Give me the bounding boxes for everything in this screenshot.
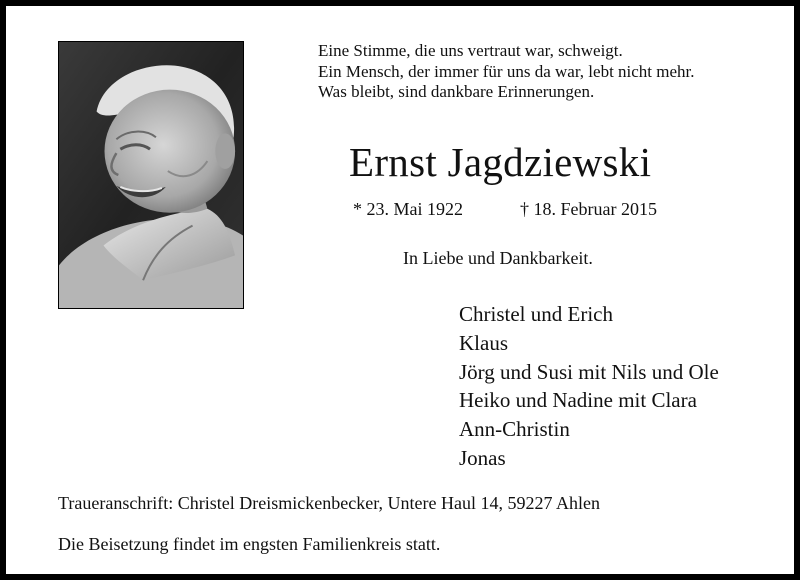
mourners-list	[459, 300, 719, 473]
death-date: † 18. Februar 2015	[520, 199, 657, 219]
portrait-image	[59, 42, 243, 308]
portrait-photo	[58, 41, 244, 309]
memorial-verse	[318, 41, 695, 103]
mourning-address: Traueranschrift: Christel Dreismickenbecker, Untere Haul 14, 59227 Ahlen	[58, 493, 600, 513]
mourner-entry: Ann-Christin	[459, 417, 570, 442]
burial-notice: Die Beisetzung findet im engsten Familienkreis statt.	[58, 534, 441, 554]
mourner-entry: Jörg und Susi mit Nils und Ole	[459, 359, 719, 384]
deceased-name: Ernst Jagdziewski	[349, 139, 652, 185]
birth-date: * 23. Mai 1922	[353, 199, 463, 219]
mourner-entry: Christel und Erich	[459, 302, 613, 326]
dedication-line: In Liebe und Dankbarkeit.	[403, 248, 593, 268]
verse-line: Eine Stimme, die uns vertraut war, schweigt.	[318, 41, 623, 60]
mourner-entry: Jonas	[459, 445, 506, 470]
verse-line: Was bleibt, sind dankbare Erinnerungen.	[318, 82, 595, 101]
verse-line: Ein Mensch, der immer für uns da war, lebt nicht mehr.	[318, 61, 695, 81]
mourner-entry: Heiko und Nadine mit Clara	[459, 388, 697, 413]
mourner-entry: Klaus	[459, 330, 508, 355]
